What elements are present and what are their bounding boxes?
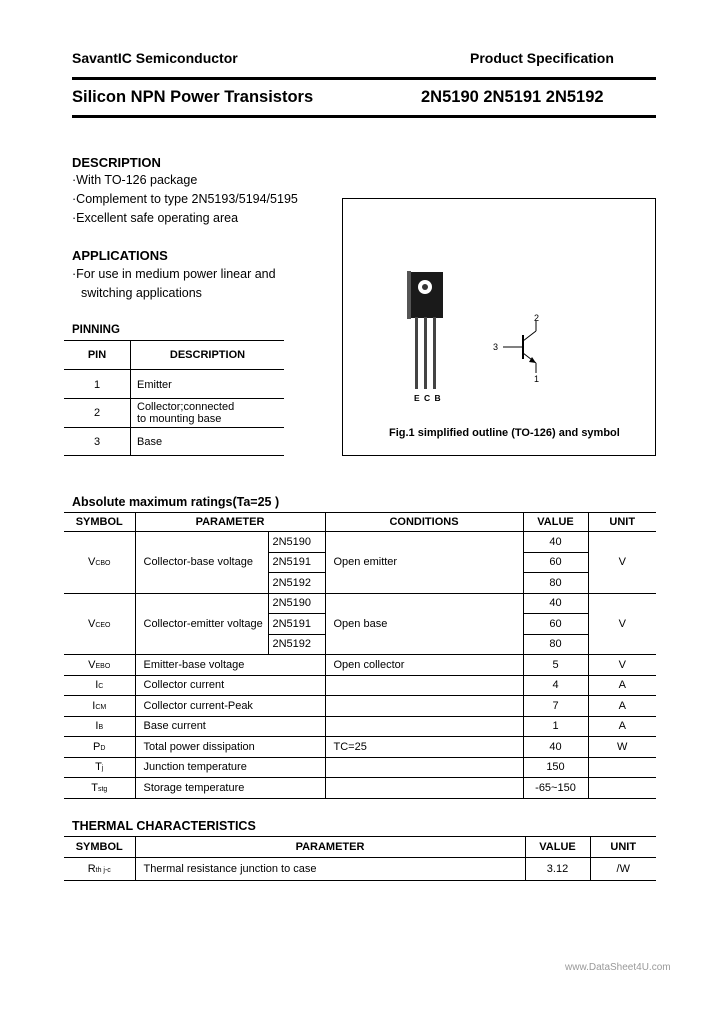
pin-col-header: PIN bbox=[64, 341, 131, 370]
table-row: 2N5191 60 bbox=[64, 552, 656, 573]
amr-table bbox=[64, 512, 656, 799]
description-item: ·Excellent safe operating area bbox=[72, 211, 239, 225]
thermal-table bbox=[64, 836, 656, 881]
table-row: Rth j-c Thermal resistance junction to case 3.12 /W bbox=[64, 858, 656, 881]
header-rule bbox=[72, 77, 656, 80]
thermal-heading: THERMAL CHARACTERISTICS bbox=[72, 819, 256, 833]
applications-line: switching applications bbox=[81, 286, 202, 300]
footer-watermark: www.DataSheet4U.com bbox=[565, 962, 671, 973]
table-row: VCBO Collector-base voltage 2N5190 Open emitter 40 V bbox=[64, 532, 656, 553]
conditions-col-header: CONDITIONS bbox=[325, 513, 523, 532]
table-row: 2N5191 60 bbox=[64, 614, 656, 635]
description-item: ·With TO-126 package bbox=[72, 173, 198, 187]
table-row: IC Collector current 4 A bbox=[64, 675, 656, 696]
doc-title: Silicon NPN Power Transistors bbox=[72, 88, 314, 106]
part-numbers: 2N5190 2N5191 2N5192 bbox=[421, 88, 604, 106]
title-rule bbox=[72, 115, 656, 118]
table-row: PD Total power dissipation TC=25 40 W bbox=[64, 737, 656, 758]
figure-caption: Fig.1 simplified outline (TO-126) and symbol bbox=[389, 427, 620, 439]
table-row: Tj Junction temperature 150 bbox=[64, 757, 656, 778]
value-col-header: VALUE bbox=[525, 837, 590, 858]
symbol-pin-label: 3 bbox=[493, 342, 499, 352]
unit-col-header: UNIT bbox=[588, 513, 656, 532]
table-row: IB Base current 1 A bbox=[64, 716, 656, 737]
pin-labels: E C B bbox=[414, 393, 442, 403]
value-col-header: VALUE bbox=[523, 513, 588, 532]
description-item: ·Complement to type 2N5193/5194/5195 bbox=[72, 192, 298, 206]
symbol-pin-label: 2 bbox=[534, 313, 540, 323]
transistor-outline-image bbox=[343, 199, 655, 455]
symbol-col-header: SYMBOL bbox=[64, 513, 135, 532]
applications-line: ·For use in medium power linear and bbox=[72, 267, 276, 281]
table-row: VEBO Emitter-base voltage Open collector 5 V bbox=[64, 655, 656, 676]
parameter-col-header: PARAMETER bbox=[135, 837, 525, 858]
symbol-pin-label: 1 bbox=[534, 374, 540, 384]
pin-desc-col-header: DESCRIPTION bbox=[131, 341, 285, 370]
unit-col-header: UNIT bbox=[590, 837, 656, 858]
table-row: 2 Collector;connected to mounting base bbox=[64, 399, 284, 428]
outline-figure bbox=[342, 198, 656, 456]
symbol-col-header: SYMBOL bbox=[64, 837, 135, 858]
company-name: SavantIC Semiconductor bbox=[72, 50, 238, 66]
table-row: 3 Base bbox=[64, 428, 284, 456]
table-row: ICM Collector current-Peak 7 A bbox=[64, 696, 656, 717]
table-row: 2N5192 80 bbox=[64, 573, 656, 594]
description-heading: DESCRIPTION bbox=[72, 155, 161, 170]
applications-heading: APPLICATIONS bbox=[72, 248, 168, 263]
pinning-table bbox=[64, 340, 284, 456]
table-row: 1 Emitter bbox=[64, 370, 284, 399]
table-row: VCEO Collector-emitter voltage 2N5190 Open base 40 V bbox=[64, 593, 656, 614]
table-row: Tstg Storage temperature -65~150 bbox=[64, 778, 656, 799]
amr-heading: Absolute maximum ratings(Ta=25 ) bbox=[72, 495, 280, 509]
table-row: 2N5192 80 bbox=[64, 634, 656, 655]
parameter-col-header: PARAMETER bbox=[135, 513, 325, 532]
pinning-heading: PINNING bbox=[72, 324, 120, 336]
spec-label: Product Specification bbox=[470, 50, 614, 66]
